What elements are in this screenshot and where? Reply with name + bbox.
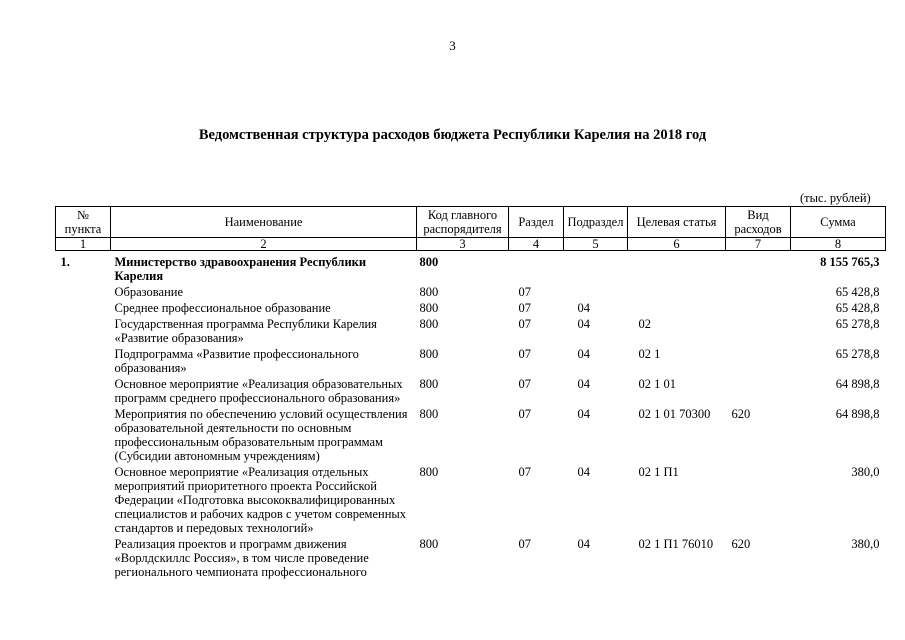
row-target — [628, 301, 726, 317]
table-row — [56, 317, 886, 347]
table-row — [56, 377, 886, 407]
page-number: 3 — [449, 38, 456, 53]
table-row — [56, 251, 886, 286]
row-subsection: 04 — [577, 537, 590, 551]
row-subsection: 04 — [577, 301, 590, 315]
row-code: 800 — [419, 377, 439, 391]
row-kind — [726, 317, 791, 347]
col-header-subsection: Подраздел — [564, 207, 628, 238]
row-number — [56, 317, 111, 347]
col-number: 5 — [564, 238, 628, 251]
row-target: 02 1 П1 76010 — [638, 537, 714, 551]
row-section — [509, 251, 564, 286]
row-kind — [726, 251, 791, 286]
row-kind: 620 — [731, 407, 751, 421]
row-subsection: 04 — [577, 317, 590, 331]
col-number: 1 — [56, 238, 111, 251]
row-code: 800 — [419, 317, 439, 331]
row-section: 07 — [518, 377, 531, 391]
table-row — [56, 407, 886, 465]
row-subsection: 04 — [577, 407, 590, 421]
row-target: 02 1 — [638, 347, 661, 361]
row-code: 800 — [419, 465, 439, 479]
row-section: 07 — [518, 317, 531, 331]
col-header-num: № пункта — [56, 207, 111, 238]
col-number: 6 — [628, 238, 726, 251]
header-row — [56, 207, 886, 238]
row-sum: 64 898,8 — [835, 377, 880, 391]
row-kind: 620 — [731, 537, 751, 551]
col-number: 3 — [417, 238, 509, 251]
row-number — [56, 407, 111, 465]
row-section: 07 — [518, 347, 531, 361]
row-sum: 380,0 — [851, 465, 880, 479]
row-name: Основное мероприятие «Реализация отдельных мероприятий приоритетного проекта Российской Федерации «Подготовка высококвалифицированных специалистов и рабочих кадров с учетом современных стандартов и передовых технологий» — [114, 465, 407, 535]
row-section: 07 — [518, 537, 531, 551]
row-number — [56, 285, 111, 301]
row-code: 800 — [419, 347, 439, 361]
table-row — [56, 347, 886, 377]
row-number — [56, 537, 111, 581]
col-number: 4 — [509, 238, 564, 251]
row-sum: 65 428,8 — [835, 301, 880, 315]
row-code: 800 — [419, 301, 439, 315]
row-kind — [726, 377, 791, 407]
row-subsection: 04 — [577, 465, 590, 479]
row-kind — [726, 465, 791, 537]
row-code: 800 — [419, 407, 439, 421]
row-number — [56, 377, 111, 407]
row-subsection — [564, 251, 628, 286]
row-number — [56, 465, 111, 537]
col-number: 7 — [726, 238, 791, 251]
row-target: 02 1 01 — [638, 377, 676, 391]
row-name: Образование — [114, 285, 184, 299]
col-header-code: Код главного распорядителя — [417, 207, 509, 238]
row-section: 07 — [518, 285, 531, 299]
row-code: 800 — [419, 285, 439, 299]
row-name: Подпрограмма «Развитие профессионального образования» — [114, 347, 359, 375]
row-target: 02 — [638, 317, 651, 331]
row-sum: 380,0 — [851, 537, 880, 551]
row-subsection: 04 — [577, 347, 590, 361]
row-section: 07 — [518, 465, 531, 479]
row-sum: 65 278,8 — [835, 317, 880, 331]
row-target — [628, 251, 726, 286]
col-header-sum: Сумма — [791, 207, 886, 238]
row-code: 800 — [419, 255, 439, 269]
column-number-row — [56, 238, 886, 251]
row-section: 07 — [518, 407, 531, 421]
col-header-section: Раздел — [509, 207, 564, 238]
row-section: 07 — [518, 301, 531, 315]
row-name: Среднее профессиональное образование — [114, 301, 331, 315]
row-kind — [726, 301, 791, 317]
col-number: 2 — [111, 238, 417, 251]
row-target: 02 1 01 70300 — [638, 407, 711, 421]
row-kind — [726, 285, 791, 301]
budget-table — [55, 206, 886, 581]
row-number — [56, 301, 111, 317]
row-target: 02 1 П1 — [638, 465, 679, 479]
row-number: 1. — [60, 255, 70, 269]
row-sum: 65 428,8 — [835, 285, 880, 299]
row-code: 800 — [419, 537, 439, 551]
row-number — [56, 347, 111, 377]
row-name: Реализация проектов и программ движения «Ворлдскиллс Россия», в том числе проведение регионального чемпионата профессионального — [114, 537, 369, 579]
col-number: 8 — [791, 238, 886, 251]
col-header-name: Наименование — [111, 207, 417, 238]
row-name: Министерство здравоохранения Республики Карелия — [114, 255, 367, 283]
row-sum: 8 155 765,3 — [820, 255, 880, 269]
row-name: Государственная программа Республики Карелия «Развитие образования» — [114, 317, 377, 345]
table-row — [56, 301, 886, 317]
units-note: (тыс. рублей) — [800, 191, 871, 205]
table-row — [56, 537, 886, 581]
row-kind — [726, 347, 791, 377]
row-sum: 65 278,8 — [835, 347, 880, 361]
table-row — [56, 465, 886, 537]
table-row — [56, 285, 886, 301]
row-subsection: 04 — [577, 377, 590, 391]
row-target — [628, 285, 726, 301]
row-sum: 64 898,8 — [835, 407, 880, 421]
row-name: Мероприятия по обеспечению условий осуществления образовательной деятельности по основным профессиональным образовательным программам (Субсидии автономным учреждениям) — [114, 407, 408, 463]
col-header-kind: Вид расходов — [726, 207, 791, 238]
row-name: Основное мероприятие «Реализация образовательных программ среднего профессионального образования» — [114, 377, 403, 405]
row-subsection — [564, 285, 628, 301]
document-title: Ведомственная структура расходов бюджета Республики Карелия на 2018 год — [198, 127, 707, 143]
col-header-target: Целевая статья — [628, 207, 726, 238]
